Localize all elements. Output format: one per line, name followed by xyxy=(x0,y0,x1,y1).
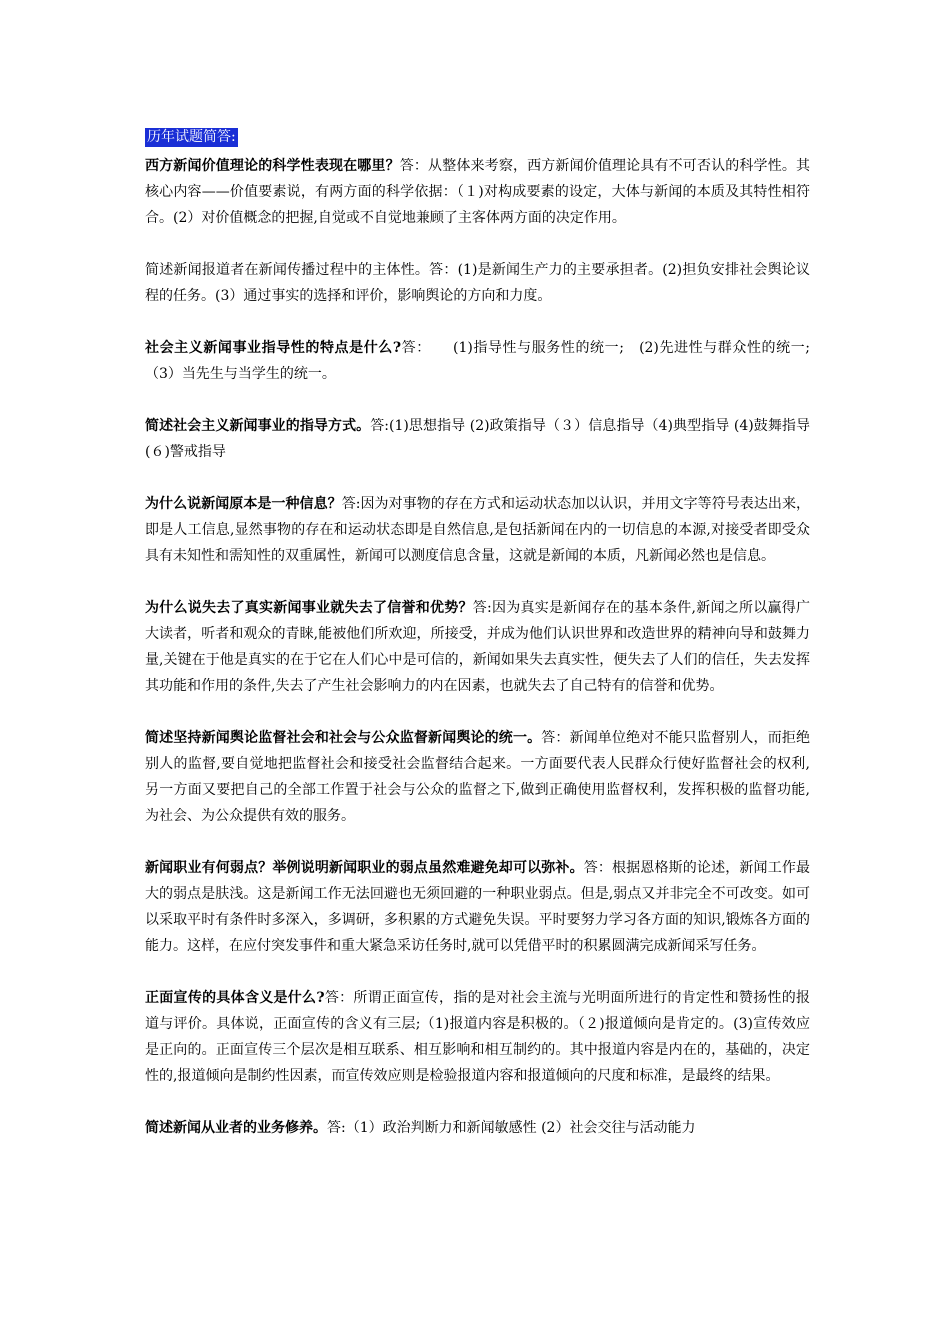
document-body xyxy=(145,126,810,1167)
answer: 答：从整体来考察，西方新闻价值理论具有不可否认的科学性。其核心内容——价值要素说，有两方面的科学依据：（１)对构成要素的设定，大体与新闻的本质及其特性相符合。(2）对价值概念的把握,自觉或不自觉地兼顾了主客体两方面的决定作用。 xyxy=(145,158,811,226)
qa-item-7 xyxy=(145,725,810,829)
qa-item-6 xyxy=(145,595,810,699)
question: 正面宣传的具体含义是什么? xyxy=(145,990,325,1006)
qa-item-5 xyxy=(145,491,810,569)
answer: 答：根据恩格斯的论述，新闻工作最大的弱点是肤浅。这是新闻工作无法回避也无须回避的一种职业弱点。但是,弱点又并非完全不可改变。如可以采取平时有条件时多深入，多调研，多积累的方式避免失误。平时要努力学习各方面的知识,锻炼各方面的能力。这样，在应付突发事件和重大紧急采访任务时,就可以凭借平时的积累圆满完成新闻采写任务。 xyxy=(145,860,811,954)
qa-item-9 xyxy=(145,985,810,1089)
answer: 答:因为对事物的存在方式和运动状态加以认识，并用文字等符号表达出来，即是人工信息,显然事物的存在和运动状态即是自然信息,是包括新闻在内的一切信息的本源,对接受者即受众具有未知性和需知性的双重属性，新闻可以测度信息含量，这就是新闻的本质，凡新闻必然也是信息。 xyxy=(145,496,811,564)
question: 西方新闻价值理论的科学性表现在哪里？ xyxy=(145,158,400,174)
section-heading: 历年试题简答: xyxy=(147,129,236,145)
answer: 答： (1)指导性与服务性的统一; (2)先进性与群众性的统一;（3）当先生与当学生的统一。 xyxy=(145,340,810,382)
answer: 答：(1)是新闻生产力的主要承担者。(2)担负安排社会舆论议程的任务。(3）通过事实的选择和评价，影响舆论的方向和力度。 xyxy=(145,262,810,304)
qa-item-1 xyxy=(145,153,810,231)
question: 简述社会主义新闻事业的指导方式。 xyxy=(145,418,371,434)
answer: 答:因为真实是新闻存在的基本条件,新闻之所以赢得广大读者，听者和观众的青睐,能被他们所欢迎，所接受，并成为他们认识世界和改造世界的精神向导和鼓舞力量,关键在于他是真实的在于它在人们心中是可信的，新闻如果失去真实性，便失去了人们的信任，失去发挥其功能和作用的条件,失去了产生社会影响力的内在因素，也就失去了自己特有的信誉和优势。 xyxy=(145,600,811,694)
answer: 答:(1)思想指导 (2)政策指导（３）信息指导（4)典型指导 (4)鼓舞指导(６)警戒指导 xyxy=(145,418,811,460)
question: 为什么说失去了真实新闻事业就失去了信誉和优势？ xyxy=(145,600,473,616)
answer: 答：新闻单位绝对不能只监督别人，而拒绝别人的监督,要自觉地把监督社会和接受社会监督结合起来。一方面要代表人民群众行使好监督社会的权利,另一方面又要把自己的全部工作置于社会与公众的监督之下,做到正确使用监督权利，发挥积极的监督功能,为社会、为公众提供有效的服务。 xyxy=(145,730,811,824)
qa-item-8 xyxy=(145,855,810,959)
qa-item-4 xyxy=(145,413,810,465)
qa-item-2 xyxy=(145,257,810,309)
answer: 答：所谓正面宣传，指的是对社会主流与光明面所进行的肯定性和赞扬性的报道与评价。具体说，正面宣传的含义有三层;（1)报道内容是积极的。（２)报道倾向是肯定的。(3)宣传效应是正向的。正面宣传三个层次是相互联系、相互影响和相互制约的。其中报道内容是内在的，基础的，决定性的,报道倾向是制约性因素，而宣传效应则是检验报道内容和报道倾向的尺度和标准，是最终的结果。 xyxy=(145,990,811,1084)
question: 社会主义新闻事业指导性的特点是什么? xyxy=(145,340,402,356)
qa-item-3 xyxy=(145,335,810,387)
question: 简述新闻从业者的业务修养。 xyxy=(145,1120,327,1136)
qa-item-10 xyxy=(145,1115,810,1141)
question: 新闻职业有何弱点？举例说明新闻职业的弱点虽然难避免却可以弥补。 xyxy=(145,860,584,876)
answer: 答:（1）政治判断力和新闻敏感性 (2）社会交往与活动能力 xyxy=(327,1120,696,1136)
question: 简述新闻报道者在新闻传播过程中的主体性。 xyxy=(145,262,430,278)
question: 简述坚持新闻舆论监督社会和社会与公众监督新闻舆论的统一。 xyxy=(145,730,542,746)
question: 为什么说新闻原本是一种信息？ xyxy=(145,496,342,512)
